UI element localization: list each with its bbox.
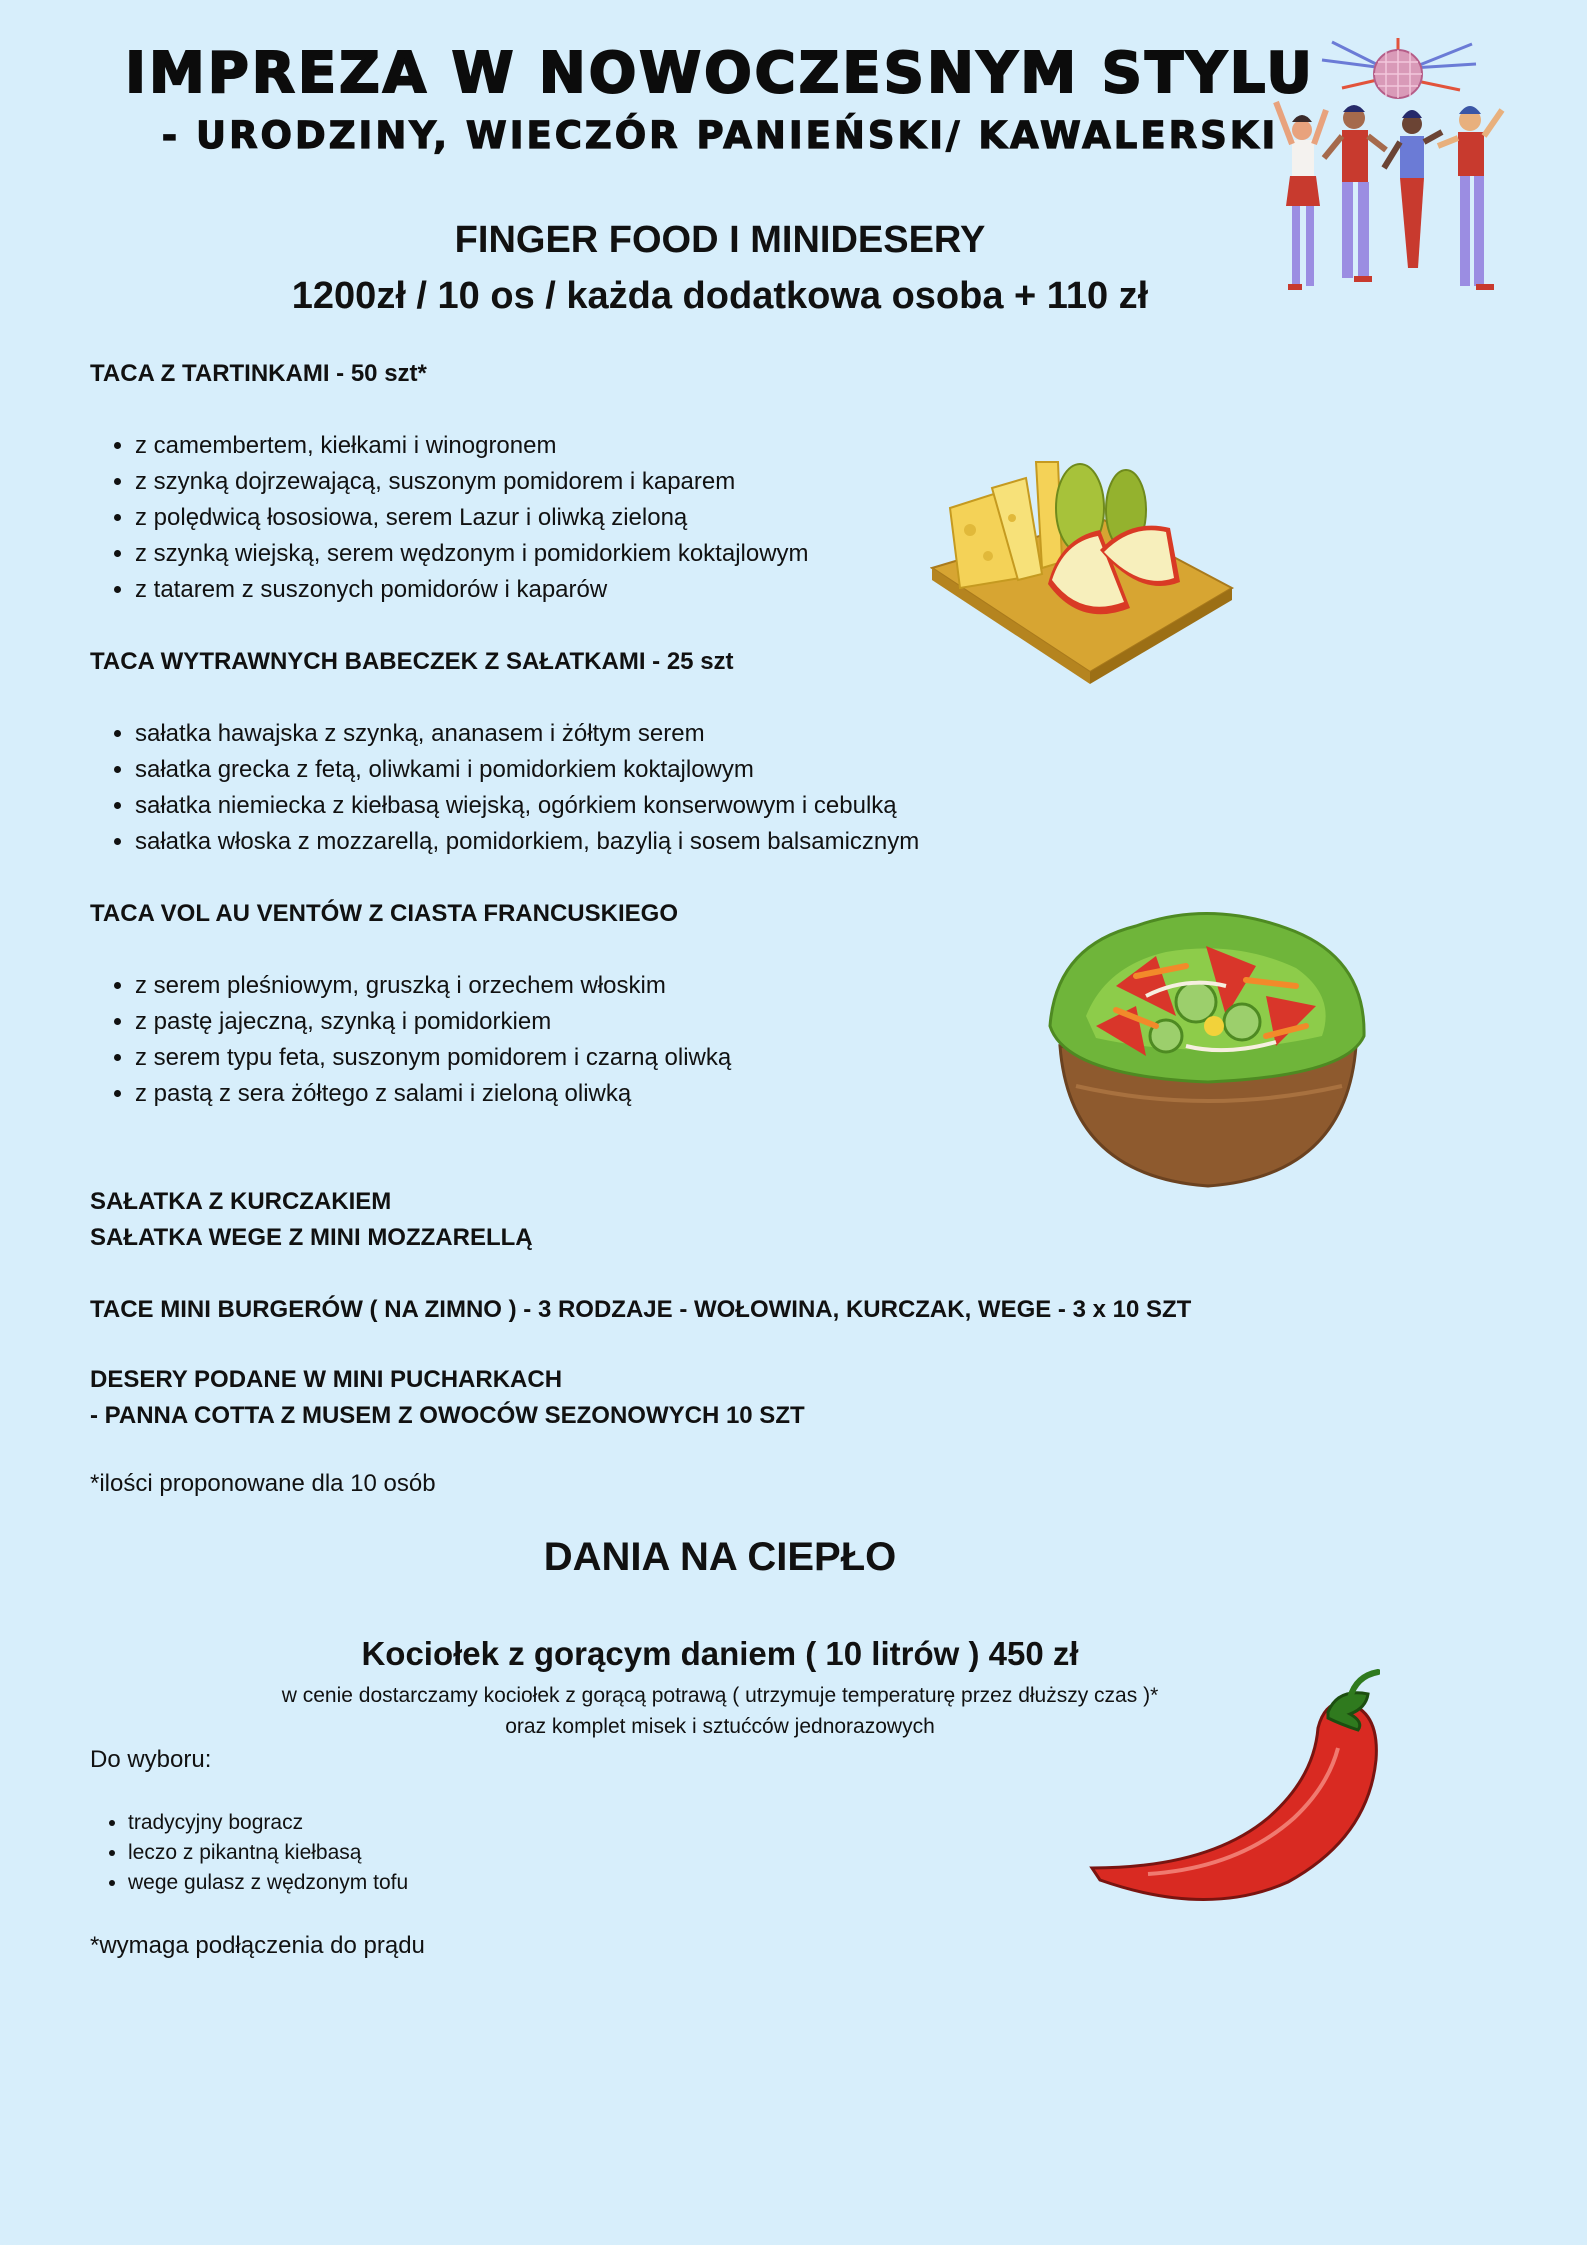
desserts-line-2: - PANNA COTTA Z MUSEM Z OWOCÓW SEZONOWYCH 10 SZT	[90, 1402, 805, 1429]
list-item: • tradycyjny bogracz	[128, 1808, 408, 1838]
power-note: *wymaga podłączenia do prądu	[90, 1932, 425, 1959]
section-title-tartinki: TACA Z TARTINKAMI - 50 szt*	[90, 360, 427, 387]
list-item: • z serem pleśniowym, gruszką i orzechem włoskim	[135, 968, 731, 1004]
list-item: • sałatka grecka z fetą, oliwkami i pomidorkiem koktajlowym	[135, 752, 919, 788]
list-item: • z camembertem, kiełkami i winogronem	[135, 428, 809, 464]
salad-line-2: SAŁATKA WEGE Z MINI MOZZARELLĄ	[90, 1224, 533, 1251]
list-item: • wege gulasz z wędzonym tofu	[128, 1868, 408, 1898]
desserts-line-1: DESERY PODANE W MINI PUCHARKACH	[90, 1366, 563, 1393]
burgers-line: TACE MINI BURGERÓW ( NA ZIMNO ) - 3 RODZAJE - WOŁOWINA, KURCZAK, WEGE - 3 x 10 SZT	[90, 1296, 1192, 1323]
page-title: IMPREZA W NOWOCZESNYM STYLU	[125, 41, 1315, 106]
list-item: • z szynką wiejską, serem wędzonym i pomidorkiem koktajlowym	[135, 536, 809, 572]
quantity-note: *ilości proponowane dla 10 osób	[90, 1470, 436, 1497]
kociolek-desc-2: oraz komplet misek i sztućców jednorazowych	[505, 1715, 935, 1738]
list-item: • z polędwicą łososiowa, serem Lazur i oliwką zieloną	[135, 500, 809, 536]
cheese-board-illustration	[930, 458, 1235, 684]
list-item: • leczo z pikantną kiełbasą	[128, 1838, 408, 1868]
list-item: • sałatka niemiecka z kiełbasą wiejską, ogórkiem konserwowym i cebulką	[135, 788, 919, 824]
list-item: • z tatarem z suszonych pomidorów i kaparów	[135, 572, 809, 608]
list-item: • z pastę jajeczną, szynką i pomidorkiem	[135, 1004, 731, 1040]
list-item: • z serem typu feta, suszonym pomidorem i czarną oliwką	[135, 1040, 731, 1076]
list-item: • sałatka hawajska z szynką, ananasem i żółtym serem	[135, 716, 919, 752]
list-item: • z pastą z sera żółtego z salami i zieloną oliwką	[135, 1076, 731, 1112]
salad-line-1: SAŁATKA Z KURCZAKIEM	[90, 1188, 392, 1215]
kociolek-title: Kociołek z gorącym daniem ( 10 litrów ) 450 zł	[361, 1635, 1079, 1672]
section-title-babeczki: TACA WYTRAWNYCH BABECZEK Z SAŁATKAMI - 25 szt	[90, 648, 734, 675]
list-volauvent	[90, 968, 731, 1112]
list-tartinki	[90, 428, 809, 608]
section-title-volauvent: TACA VOL AU VENTÓW Z CIASTA FRANCUSKIEGO	[90, 900, 678, 927]
section-heading-hot: DANIA NA CIEPŁO	[543, 1535, 897, 1579]
price-line: 1200zł / 10 os / każda dodatkowa osoba + 110 zł	[291, 275, 1149, 317]
list-item: • z szynką dojrzewającą, suszonym pomidorem i kaparem	[135, 464, 809, 500]
list-babeczki	[90, 716, 919, 860]
salad-bowl-illustration	[1046, 906, 1370, 1188]
page-subtitle: - URODZINY, WIECZÓR PANIEŃSKI/ KAWALERSKI	[161, 114, 1279, 157]
kociolek-desc-1: w cenie dostarczamy kociołek z gorącą potrawą ( utrzymuje temperaturę przez dłuższy czas )*	[281, 1684, 1159, 1707]
chili-pepper-illustration	[1088, 1668, 1380, 1914]
list-hot-options	[90, 1808, 408, 1898]
list-item: • sałatka włoska z mozzarellą, pomidorkiem, bazylią i sosem balsamicznym	[135, 824, 919, 860]
choose-label: Do wyboru:	[90, 1746, 212, 1773]
section-heading-finger-food: FINGER FOOD I MINIDESERY	[454, 219, 986, 261]
